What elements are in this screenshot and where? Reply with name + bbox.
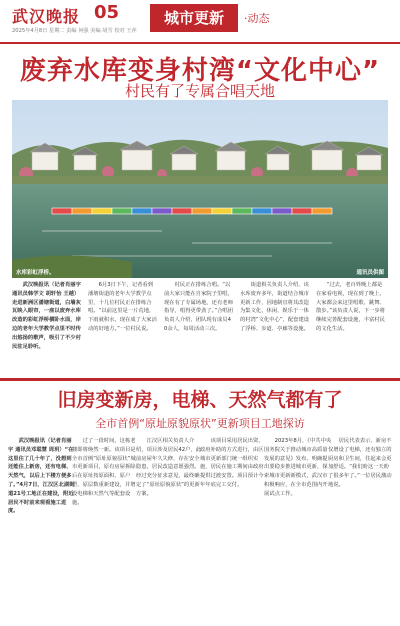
story1-paragraph: “过去，老百姓晚上都是在家看电视，现在到了晚上，大家都会来这里唱歌、跳舞、散步。”该负责人说，下一步将继续完善配套设施，丰富村民的文化生活。 xyxy=(316,282,385,332)
story2-subheadline: 全市首例“原址原貌原状”更新项目工地探访 xyxy=(95,417,305,430)
photo-credit: 通讯员供图 xyxy=(356,270,384,276)
story1-paragraph: 6月3日下午，记者看到潘塘街道的老年大学教学点里，十几位村民正在排练合唱。“以前这里是一片荒地，下雨就积水，现在成了大家活动的好地方。”一位村民说。 xyxy=(88,282,157,332)
story2-paragraph: 过了一段时间，这栋老楼即将焕然一新。该项目是全市首例“原址原貌原状”城市更新项目，原有房屋拆除后在原址按原面积、原户型、原层数重新建设，并增设电梯和天然气等配套设施。 xyxy=(72,438,136,506)
story1-column xyxy=(240,281,310,375)
story2-headline: 旧房变新房，电梯、天然气都有了 xyxy=(57,389,343,411)
story1-paragraph: 武汉晚报讯（记者肖丽宇 通讯员韩学文 胡轩怡 王越）走进新洲区潘塘街道，白墙灰瓦映入眼帘，一座以废弃水库改造的彩虹浮桥横卧水面，岸边的老年大学教学点里不时传出悠扬的歌声，吸引了不少村民驻足聆听。 xyxy=(12,282,81,350)
section-divider xyxy=(0,378,400,381)
story1-photo xyxy=(12,100,388,278)
story1-body xyxy=(12,281,388,375)
paper-name: 武汉晚报 xyxy=(12,7,81,26)
section-title: 城市更新 xyxy=(150,4,238,32)
story2-body xyxy=(8,437,392,623)
story2-column xyxy=(8,437,76,623)
date-line: 2025年4月8日 星期二 责编 何强 美编 胡雪 校对 王萍 xyxy=(12,28,137,34)
story1-column xyxy=(12,281,82,375)
reservoir-scene-image xyxy=(12,100,388,278)
story1-paragraph: 街道相关负责人介绍，该水库废弃多年，街道结合城市更新工作，因地制宜将其改造为集文化、休闲、娱乐于一体的村湾“文化中心”，配套建设了浮桥、步道、亭廊等设施。 xyxy=(240,282,310,332)
masthead xyxy=(0,0,400,44)
section-subtitle: ·动态 xyxy=(244,12,270,25)
story2-column xyxy=(200,437,268,623)
story1-headline: 废弃水库变身村湾“文化中心” xyxy=(19,56,381,86)
story2-paragraph: 该项目采用居民出资、政府补助的方式进行，由区城市更新部门统一组织实施，居民在施工期间由政府提供过渡安置。项目预计今年年底完工交付。 xyxy=(200,438,264,488)
story1-column xyxy=(316,281,386,375)
story2-paragraph: 武汉晚报讯（记者肖丽宇 通讯员邓聪慧 周玥）“在这里住了几十年了，没想到还能住上新房，还有电梯、天然气，以后上下楼方便多了。”4月7日，江汉区北湖街道21号工地正在建设，附近居民不时前来观看施工进度。 xyxy=(8,438,75,515)
photo-caption: 水库彩虹浮桥。 xyxy=(16,270,55,276)
story2-paragraph: 居民代表表示，新房不仅增设了电梯，还有独立的厨房和卫生间，住起来会更加舒适。“我们盼这一天盼了很多年了。”一位居民激动地说。 xyxy=(328,438,392,488)
story2-column xyxy=(136,437,204,623)
story1-paragraph: 村民正在排练合唱。“以前大家只能在自家院子里唱，现在有了专属场地，还有老师指导，唱得更带劲了。”合唱团负责人介绍，团队现有成员40余人，每周活动三次。 xyxy=(164,282,233,332)
story1-subheadline: 村民有了专属合唱天地 xyxy=(124,82,275,100)
story1-column xyxy=(88,281,158,375)
story2-paragraph: 2023年8月，《中共中央国务院关于推动城市高质量发展的意见》发布，明确提出要稳步推进城市更新，探索城市更新新模式，武汉市积极响应，在全市范围内开展试点工作。 xyxy=(264,438,332,497)
story1-column xyxy=(164,281,234,375)
page-number: 05 xyxy=(94,2,120,23)
story2-column xyxy=(328,437,392,623)
story2-column xyxy=(264,437,332,623)
story2-paragraph: 江汉区相关负责人介绍，项目涉及居民42户，此前房屋年久失修，存在安全隐患，居民改造意愿强烈。经过充分征求意见，最终确定了“原址原貌原状”的更新方案。 xyxy=(136,438,202,497)
story2-column xyxy=(72,437,140,623)
